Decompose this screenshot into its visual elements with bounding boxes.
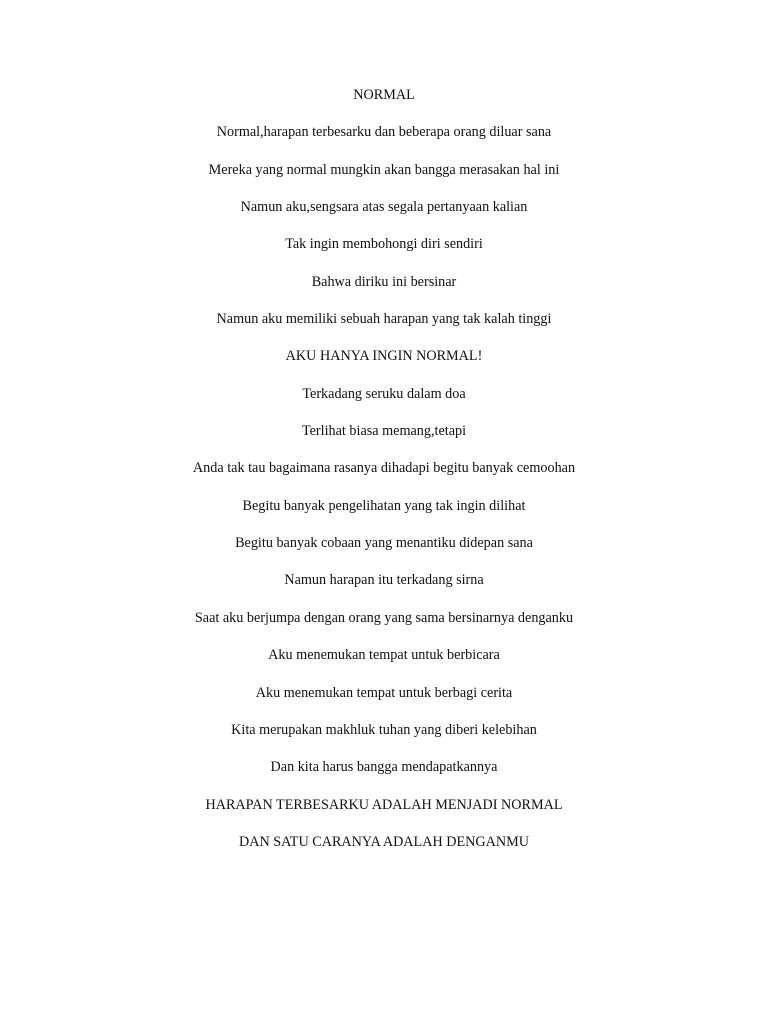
poem-line: Kita merupakan makhluk tuhan yang diberi kelebihan: [231, 721, 537, 738]
poem-line: Aku menemukan tempat untuk berbagi cerita: [255, 684, 513, 701]
poem-line: AKU HANYA INGIN NORMAL!: [285, 348, 483, 365]
poem-title: NORMAL: [353, 87, 415, 103]
poem-line: Namun aku,sengsara atas segala pertanyaan kalian: [240, 199, 528, 216]
poem-line: Namun aku memiliki sebuah harapan yang tak kalah tinggi: [216, 311, 552, 328]
poem-line: Begitu banyak pengelihatan yang tak ingin dilihat: [242, 497, 526, 514]
poem-line: Aku menemukan tempat untuk berbicara: [268, 647, 500, 664]
poem-line: Bahwa diriku ini bersinar: [311, 273, 457, 290]
poem-line: Normal,harapan terbesarku dan beberapa orang diluar sana: [216, 124, 552, 141]
poem-line: HARAPAN TERBESARKU ADALAH MENJADI NORMAL: [205, 796, 563, 813]
poem-line: Saat aku berjumpa dengan orang yang sama bersinarnya denganku: [194, 609, 574, 626]
poem-line: Begitu banyak cobaan yang menantiku didepan sana: [235, 535, 533, 552]
poem-body: [0, 86, 768, 870]
poem-line: DAN SATU CARANYA ADALAH DENGANMU: [238, 833, 530, 850]
poem-line: Dan kita harus bangga mendapatkannya: [270, 759, 498, 776]
poem-line: Mereka yang normal mungkin akan bangga merasakan hal ini: [208, 161, 560, 178]
poem-line: Terkadang seruku dalam doa: [302, 385, 466, 402]
poem-line: Terlihat biasa memang,tetapi: [301, 423, 467, 440]
poem-line: Anda tak tau bagaimana rasanya dihadapi begitu banyak cemoohan: [192, 460, 576, 477]
poem-line: Namun harapan itu terkadang sirna: [284, 572, 484, 589]
poem-line: Tak ingin membohongi diri sendiri: [285, 236, 483, 253]
